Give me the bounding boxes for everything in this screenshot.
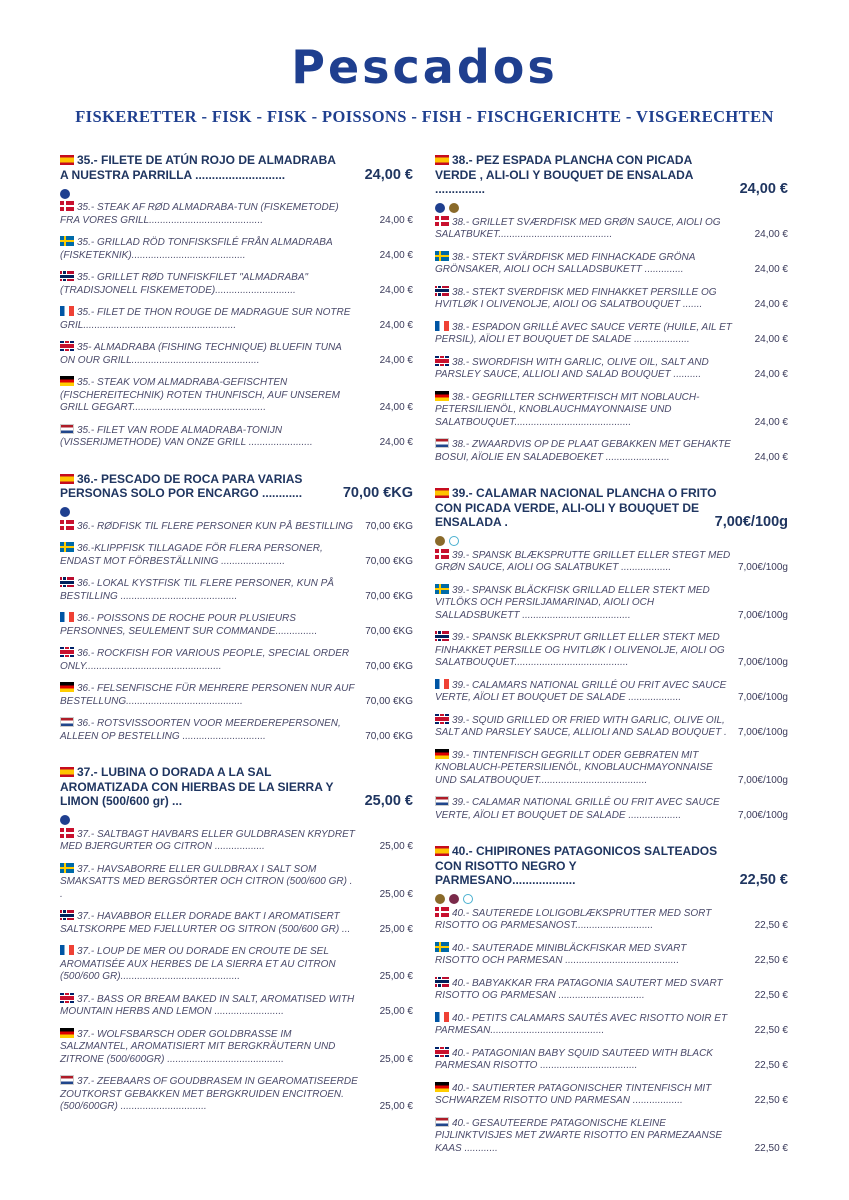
translation-price: 24,00 € bbox=[754, 264, 788, 275]
translation-text: 36.- POISSONS DE ROCHE POUR PLUSIEURS PERSONNES, SEULEMENT SUR COMMANDE............... bbox=[60, 613, 318, 637]
translation-text: 36.- ROCKFISH FOR VARIOUS PEOPLE, SPECIAL ORDER ONLY................................................. bbox=[60, 648, 350, 672]
nl-flag-icon bbox=[435, 438, 449, 448]
de-flag-icon bbox=[435, 1082, 449, 1092]
fr-flag-icon bbox=[60, 945, 74, 955]
dk-flag-icon bbox=[60, 520, 74, 530]
translation-price: 7,00€/100g bbox=[737, 727, 788, 738]
dish-heading bbox=[435, 844, 788, 888]
translation-text: 35- ALMADRABA (FISHING TECHNIQUE) BLUEFIN TUNA ON OUR GRILL.............................................. bbox=[60, 342, 342, 366]
translation-price: 7,00€/100g bbox=[737, 609, 788, 621]
no-flag-icon bbox=[435, 631, 449, 641]
dish-price: 7,00€/100g bbox=[711, 515, 788, 530]
translation-line bbox=[60, 945, 413, 984]
allergen-icons bbox=[435, 200, 788, 212]
no-flag-icon bbox=[435, 977, 449, 987]
dish-heading bbox=[60, 472, 413, 501]
translation-line bbox=[60, 1028, 413, 1067]
translation-price: 22,50 € bbox=[754, 1142, 788, 1154]
translation-text: 35.- FILET VAN RODE ALMADRABA-TONIJN (VISSERIJMETHODE) VAN ONZE GRILL ....................... bbox=[60, 424, 313, 448]
fish-allergen-icon bbox=[435, 203, 445, 213]
translation-text: 40.- SAUTERADE MINIBLÄCKFISKAR MED SVART RISOTTO OCH PARMESAN ......................................... bbox=[435, 942, 687, 966]
sulphites-allergen-icon bbox=[449, 894, 459, 904]
translation-line bbox=[435, 796, 788, 822]
translation-text: 35.- GRILLAD RÖD TONFISKSFILÉ FRÅN ALMADRABA (FISKETEKNIK)......................................... bbox=[60, 237, 333, 261]
dish-heading bbox=[60, 765, 413, 809]
dish-price: 70,00 €KG bbox=[339, 486, 413, 501]
molluscs-allergen-icon bbox=[435, 536, 445, 546]
menu-column-left bbox=[60, 153, 413, 1136]
molluscs-allergen-icon bbox=[449, 203, 459, 213]
gb-flag-icon bbox=[435, 1047, 449, 1057]
translation-line bbox=[60, 341, 413, 367]
se-flag-icon bbox=[435, 942, 449, 952]
allergen-icons bbox=[435, 533, 788, 545]
translation-price: 24,00 € bbox=[754, 369, 788, 380]
translation-line bbox=[435, 1082, 788, 1108]
fr-flag-icon bbox=[60, 612, 74, 622]
translation-text: 40.- SAUTEREDE LOLIGOBLÆKSPRUTTER MED SORT RISOTTO OG PARMESANOST............................ bbox=[435, 907, 712, 931]
translation-text: 36.- FELSENFISCHE FÜR MEHRERE PERSONEN NUR AUF BESTELLUNG.......................................... bbox=[60, 683, 355, 707]
translation-price: 70,00 €KG bbox=[365, 555, 413, 567]
translation-line bbox=[435, 286, 788, 312]
fr-flag-icon bbox=[60, 306, 74, 316]
translation-text: 40.- BABYAKKAR FRA PATAGONIA SAUTERT MED SVART RISOTTO OG PARMESAN ............................... bbox=[435, 977, 723, 1001]
translation-text: 39.- CALAMAR NATIONAL GRILLÉ OU FRIT AVEC SAUCE VERTE, AÏOLI ET BOUQUET DE SALADE ................... bbox=[435, 797, 720, 821]
dish-name-text: 36.- PESCADO DE ROCA PARA VARIAS PERSONAS SOLO POR ENCARGO ............ bbox=[60, 471, 303, 500]
translation-text: 37.- LOUP DE MER OU DORADE EN CROUTE DE SEL AROMATISÉE AUX HERBES DE LA SIERRA ET AU CITRON (500/600 GR)........................................... bbox=[60, 946, 336, 982]
translation-line bbox=[435, 1117, 788, 1156]
translation-text: 39.- SPANSK BLEKKSPRUT GRILLET ELLER STEKT MED FINHAKKET PERSILLE OG HVITLØK I OLIVENOLJE, AIOLI OG SALATBOUQUET......................................... bbox=[435, 632, 725, 668]
dish-price: 25,00 € bbox=[361, 794, 413, 809]
translation-price: 24,00 € bbox=[379, 214, 413, 226]
translation-line bbox=[435, 714, 788, 740]
fr-flag-icon bbox=[435, 321, 449, 331]
translation-price: 24,00 € bbox=[379, 284, 413, 296]
translation-text: 40.- PETITS CALAMARS SAUTÉS AVEC RISOTTO NOIR ET PARMESAN......................................... bbox=[435, 1012, 728, 1036]
translation-text: 40.- PATAGONIAN BABY SQUID SAUTEED WITH BLACK PARMESAN RISOTTO ................................... bbox=[435, 1047, 713, 1071]
translation-price: 22,50 € bbox=[754, 990, 788, 1001]
translation-line bbox=[435, 251, 788, 277]
translation-text: 38.- SWORDFISH WITH GARLIC, OLIVE OIL, SALT AND PARSLEY SAUCE, ALLIOLI AND SALAD BOUQUET .......... bbox=[435, 356, 709, 380]
translation-line bbox=[60, 1075, 413, 1114]
dish-name-text: 37.- LUBINA O DORADA A LA SAL AROMATIZADA CON HIERBAS DE LA SIERRA Y LIMON (500/600 gr) ... bbox=[60, 765, 334, 808]
spain-flag-icon bbox=[60, 155, 74, 165]
translation-text: 39.- SPANSK BLÆKSPRUTTE GRILLET ELLER STEGT MED GRØN SAUCE, AIOLI OG SALATBUKET .................. bbox=[435, 549, 731, 573]
translation-price: 25,00 € bbox=[379, 888, 413, 900]
translation-text: 38.- GEGRILLTER SCHWERTFISCH MIT NOBLAUCH-PETERSILIENÖL, KNOBLAUCHMAYONNAISE UND SALATBOUQUET.......................................... bbox=[435, 391, 700, 428]
no-flag-icon bbox=[60, 577, 74, 587]
translation-line bbox=[435, 438, 788, 464]
se-flag-icon bbox=[60, 542, 74, 552]
gb-flag-icon bbox=[435, 714, 449, 724]
dk-flag-icon bbox=[60, 201, 74, 211]
translation-line bbox=[60, 863, 413, 902]
translation-text: 35.- STEAK AF RØD ALMADRABA-TUN (FISKEMETODE) FRA VORES GRILL......................................... bbox=[60, 202, 339, 226]
translation-line bbox=[60, 682, 413, 708]
nl-flag-icon bbox=[60, 424, 74, 434]
translation-text: 35.- FILET DE THON ROUGE DE MADRAGUE SUR NOTRE GRIL....................................................... bbox=[60, 307, 351, 331]
menu-dish bbox=[435, 153, 788, 464]
translation-line bbox=[435, 1047, 788, 1073]
translation-price: 22,50 € bbox=[754, 920, 788, 931]
translation-text: 39.- TINTENFISCH GEGRILLT ODER GEBRATEN MIT KNOBLAUCH-PETERSILIENÖL, KNOBLAUCHMAYONNAISE UND SALATBOUQUET....................................... bbox=[435, 749, 713, 786]
menu-dish bbox=[60, 765, 413, 1114]
gb-flag-icon bbox=[60, 647, 74, 657]
allergen-icons bbox=[435, 891, 788, 903]
gb-flag-icon bbox=[60, 341, 74, 351]
dish-price: 22,50 € bbox=[736, 873, 788, 888]
translation-line bbox=[435, 321, 788, 347]
translation-price: 7,00€/100g bbox=[737, 692, 788, 703]
menu-column-right bbox=[435, 153, 788, 1177]
de-flag-icon bbox=[435, 749, 449, 759]
spain-flag-icon bbox=[435, 488, 449, 498]
translation-text: 37.- BASS OR BREAM BAKED IN SALT, AROMATISED WITH MOUNTAIN HERBS AND LEMON ......................... bbox=[60, 993, 355, 1017]
translation-text: 37.- WOLFSBARSCH ODER GOLDBRASSE IM SALZMANTEL, AROMATISIERT MIT BERGKRÄUTERN UND ZITRONE (500/600GR) .......................................... bbox=[60, 1028, 336, 1065]
translation-text: 37.- HAVSABORRE ELLER GULDBRAX I SALT SOM SMAKSATTS MED BERGSÖRTER OCH CITRON (500/600 GR) . . bbox=[60, 863, 353, 900]
translation-price: 25,00 € bbox=[379, 1053, 413, 1065]
no-flag-icon bbox=[60, 271, 74, 281]
translation-price: 22,50 € bbox=[754, 1095, 788, 1106]
translation-line bbox=[435, 749, 788, 788]
translation-text: 37.- ZEEBAARS OF GOUDBRASEM IN GEAROMATISEERDE ZOUTKORST GEBAKKEN MET BERGKRUIDEN ENCITROEN.(500/600GR) ............................... bbox=[60, 1076, 358, 1112]
translation-price: 24,00 € bbox=[379, 319, 413, 331]
translation-line bbox=[60, 520, 413, 534]
spain-flag-icon bbox=[60, 474, 74, 484]
nl-flag-icon bbox=[60, 1075, 74, 1085]
translation-price: 7,00€/100g bbox=[737, 774, 788, 786]
translation-price: 25,00 € bbox=[379, 971, 413, 982]
translation-line bbox=[435, 584, 788, 623]
nl-flag-icon bbox=[60, 717, 74, 727]
translation-line bbox=[60, 424, 413, 450]
translation-price: 24,00 € bbox=[379, 437, 413, 448]
no-flag-icon bbox=[435, 286, 449, 296]
dish-name-text: 40.- CHIPIRONES PATAGONICOS SALTEADOS CON RISOTTO NEGRO Y PARMESANO................... bbox=[435, 844, 718, 887]
translation-text: 38.- ESPADON GRILLÉ AVEC SAUCE VERTE (HUILE, AIL ET PERSIL), AÏOLI ET BOUQUET DE SALADE .................... bbox=[435, 321, 732, 345]
translation-text: 35.- GRILLET RØD TUNFISKFILET "ALMADRABA" (TRADISJONELL FISKEMETODE)............................. bbox=[60, 272, 309, 296]
translation-price: 22,50 € bbox=[754, 1025, 788, 1036]
translation-text: 40.- SAUTIERTER PATAGONISCHER TINTENFISCH MIT SCHWARZEM RISOTTO UND PARMESAN .................. bbox=[435, 1082, 712, 1106]
menu-dish bbox=[435, 486, 788, 822]
menu-dish bbox=[435, 844, 788, 1155]
translation-line bbox=[60, 910, 413, 936]
translation-price: 25,00 € bbox=[379, 923, 413, 935]
spain-flag-icon bbox=[435, 155, 449, 165]
fr-flag-icon bbox=[435, 1012, 449, 1022]
menu-dish bbox=[60, 153, 413, 450]
dk-flag-icon bbox=[435, 216, 449, 226]
translation-price: 25,00 € bbox=[379, 1006, 413, 1017]
spain-flag-icon bbox=[60, 767, 74, 777]
translation-text: 37.- SALTBAGT HAVBARS ELLER GULDBRASEN KRYDRET MED BJERGURTER OG CITRON .................. bbox=[60, 828, 355, 852]
page-subtitle: FISKERETTER - FISK - FISK - POISSONS - FISH - FISCHGERICHTE - VISGERECHTEN bbox=[75, 107, 774, 126]
de-flag-icon bbox=[60, 376, 74, 386]
dk-flag-icon bbox=[435, 907, 449, 917]
translation-price: 24,00 € bbox=[379, 354, 413, 366]
menu-dish bbox=[60, 472, 413, 744]
translation-text: 36.- ROTSVISSOORTEN VOOR MEERDEREPERSONEN, ALLEEN OP BESTELLING .............................. bbox=[60, 718, 341, 742]
de-flag-icon bbox=[435, 391, 449, 401]
translation-price: 24,00 € bbox=[754, 299, 788, 310]
translation-price: 22,50 € bbox=[754, 1060, 788, 1071]
translation-text: 38.- GRILLET SVÆRDFISK MED GRØN SAUCE, AIOLI OG SALATBUKET......................................... bbox=[435, 216, 721, 240]
translation-price: 24,00 € bbox=[379, 402, 413, 413]
translation-price: 24,00 € bbox=[754, 229, 788, 240]
translation-price: 7,00€/100g bbox=[737, 562, 788, 573]
translation-price: 24,00 € bbox=[754, 451, 788, 463]
gb-flag-icon bbox=[435, 356, 449, 366]
dish-heading bbox=[435, 153, 788, 197]
translation-line bbox=[435, 391, 788, 430]
allergen-icons bbox=[60, 812, 413, 824]
dish-heading bbox=[435, 486, 788, 530]
translation-price: 70,00 €KG bbox=[365, 590, 413, 602]
translation-price: 25,00 € bbox=[379, 1101, 413, 1112]
translation-price: 24,00 € bbox=[379, 249, 413, 261]
translation-line bbox=[60, 201, 413, 227]
translation-line bbox=[60, 993, 413, 1019]
se-flag-icon bbox=[435, 584, 449, 594]
translation-price: 25,00 € bbox=[379, 841, 413, 852]
page-title: Pescados bbox=[291, 40, 558, 94]
translation-text: 36.- LOKAL KYSTFISK TIL FLERE PERSONER, KUN PÅ BESTILLING .......................................... bbox=[60, 578, 334, 602]
translation-line bbox=[60, 376, 413, 415]
translation-line bbox=[435, 356, 788, 382]
translation-price: 70,00 €KG bbox=[365, 625, 413, 637]
translation-price: 70,00 €KG bbox=[365, 695, 413, 707]
translation-price: 7,00€/100g bbox=[737, 809, 788, 821]
milk-allergen-icon bbox=[463, 894, 473, 904]
se-flag-icon bbox=[435, 251, 449, 261]
dk-flag-icon bbox=[60, 828, 74, 838]
dk-flag-icon bbox=[435, 549, 449, 559]
dish-price: 24,00 € bbox=[361, 168, 413, 183]
gb-flag-icon bbox=[60, 993, 74, 1003]
translation-price: 7,00€/100g bbox=[737, 657, 788, 668]
se-flag-icon bbox=[60, 236, 74, 246]
dish-name-text: 39.- CALAMAR NACIONAL PLANCHA O FRITO CON PICADA VERDE, ALI-OLI Y BOUQUET DE ENSALADA . bbox=[435, 486, 717, 529]
translation-text: 36.- RØDFISK TIL FLERE PERSONER KUN PÅ BESTILLING bbox=[77, 520, 354, 532]
de-flag-icon bbox=[60, 682, 74, 692]
translation-line bbox=[435, 907, 788, 933]
translation-text: 38.- ZWAARDVIS OP DE PLAAT GEBAKKEN MET GEHAKTE BOSUI, AÏOLIE EN SALADEBOEKET ....................... bbox=[435, 439, 731, 463]
translation-text: 37.- HAVABBOR ELLER DORADE BAKT I AROMATISERT SALTSKORPE MED FJELLURTER OG SITRON (500/600 GR) ... bbox=[60, 911, 351, 935]
nl-flag-icon bbox=[435, 1117, 449, 1127]
translation-line bbox=[435, 977, 788, 1003]
translation-line bbox=[435, 679, 788, 705]
translation-text: 39.- CALAMARS NATIONAL GRILLÉ OU FRIT AVEC SAUCE VERTE, AÏOLI ET BOUQUET DE SALADE ................... bbox=[435, 679, 727, 703]
translation-line bbox=[60, 647, 413, 673]
translation-text: 36.-KLIPPFISK TILLAGADE FÖR FLERA PERSONER, ENDAST MOT FÖRBESTÄLLNING ....................... bbox=[60, 543, 323, 567]
nl-flag-icon bbox=[435, 796, 449, 806]
translation-price: 22,50 € bbox=[754, 955, 788, 966]
fish-allergen-icon bbox=[60, 815, 70, 825]
milk-allergen-icon bbox=[449, 536, 459, 546]
se-flag-icon bbox=[60, 863, 74, 873]
translation-line bbox=[435, 942, 788, 968]
translation-line bbox=[60, 271, 413, 297]
dish-name-text: 38.- PEZ ESPADA PLANCHA CON PICADA VERDE , ALI-OLI Y BOUQUET DE ENSALADA ............... bbox=[435, 153, 694, 196]
translation-price: 70,00 €KG bbox=[365, 730, 413, 742]
fish-allergen-icon bbox=[60, 189, 70, 199]
spain-flag-icon bbox=[435, 846, 449, 856]
translation-price: 24,00 € bbox=[754, 416, 788, 428]
translation-line bbox=[60, 577, 413, 603]
de-flag-icon bbox=[60, 1028, 74, 1038]
translation-line bbox=[435, 1012, 788, 1038]
translation-line bbox=[60, 236, 413, 262]
translation-price: 24,00 € bbox=[754, 334, 788, 345]
dish-name-text: 35.- FILETE DE ATÚN ROJO DE ALMADRABA A NUESTRA PARRILLA ........................... bbox=[60, 153, 336, 182]
fr-flag-icon bbox=[435, 679, 449, 689]
translation-text: 35.- STEAK VOM ALMADRABA-GEFISCHTEN (FISCHEREITECHNIK) ROTEN THUNFISCH, AUF UNSEREM GRILL GEGART................................................ bbox=[60, 377, 341, 413]
translation-line bbox=[60, 828, 413, 854]
translation-text: 39.- SQUID GRILLED OR FRIED WITH GARLIC, OLIVE OIL, SALT AND PARSLEY SAUCE, ALLIOLI AND SALAD BOUQUET . bbox=[435, 714, 727, 738]
translation-line bbox=[60, 306, 413, 332]
translation-text: 40.- GESAUTEERDE PATAGONISCHE KLEINE PIJLINKTVISJES MET ZWARTE RISOTTO EN PARMEZAANSE KAAS ............ bbox=[435, 1117, 723, 1154]
translation-price: 70,00 €KG bbox=[365, 660, 413, 672]
translation-line bbox=[435, 216, 788, 242]
translation-price: 70,00 €KG bbox=[365, 520, 413, 532]
fish-allergen-icon bbox=[60, 507, 70, 517]
translation-text: 38.- STEKT SVÄRDFISK MED FINHACKADE GRÖNA GRÖNSAKER, AIOLI OCH SALLADSBUKETT .............. bbox=[435, 251, 696, 275]
translation-line bbox=[435, 631, 788, 670]
translation-text: 39.- SPANSK BLÄCKFISK GRILLAD ELLER STEKT MED VITLÖKS OCH PERSILJAMARINAD, AIOLI OCH SALLADSBUKETT ....................................... bbox=[435, 584, 710, 621]
no-flag-icon bbox=[60, 910, 74, 920]
translation-line bbox=[435, 549, 788, 575]
translation-line bbox=[60, 612, 413, 638]
allergen-icons bbox=[60, 185, 413, 197]
translation-line bbox=[60, 717, 413, 743]
dish-heading bbox=[60, 153, 413, 182]
dish-price: 24,00 € bbox=[736, 182, 788, 197]
molluscs-allergen-icon bbox=[435, 894, 445, 904]
translation-line bbox=[60, 542, 413, 568]
translation-text: 38.- STEKT SVERDFISK MED FINHAKKET PERSILLE OG HVITLØK I OLIVENOLJE, AIOLI OG SALATBOUQUET ....... bbox=[435, 286, 717, 310]
allergen-icons bbox=[60, 504, 413, 516]
